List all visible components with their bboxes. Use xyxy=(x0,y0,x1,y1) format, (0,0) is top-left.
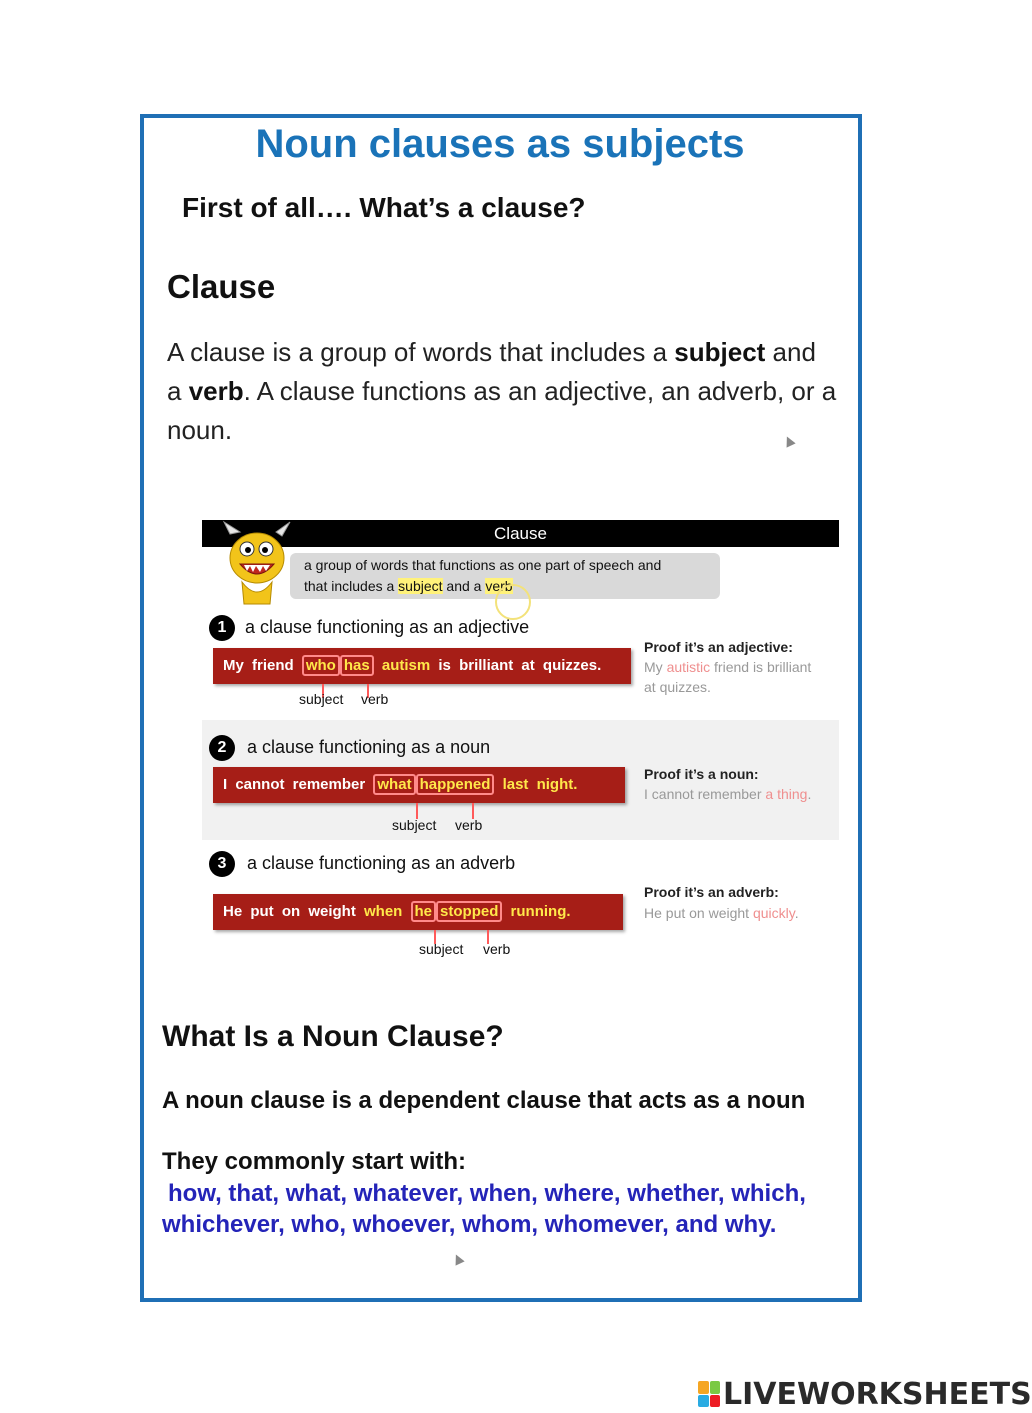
proof-adjective-text: My autistic friend is brilliant at quizzes. xyxy=(644,659,812,695)
verb-label: verb xyxy=(361,691,389,707)
intro-question: First of all…. What’s a clause? xyxy=(182,192,586,223)
section-number-1: 1 xyxy=(209,615,235,641)
liveworksheets-logo xyxy=(698,1378,1032,1410)
clause-slide-image xyxy=(202,520,839,965)
noun-example-sentence: I cannot remember what happened last night. xyxy=(213,767,625,803)
verb-label: verb xyxy=(455,817,483,833)
noun-clause-heading: What Is a Noun Clause? xyxy=(162,1020,504,1053)
page-title: Noun clauses as subjects xyxy=(255,122,745,166)
definition-bubble: a group of words that functions as one part of speech and that includes a subject and a verb xyxy=(290,553,720,599)
clause-definition: A clause is a group of words that includes a subject and a verb. A clause functions as an adjective, an adverb, or a noun. xyxy=(167,337,837,445)
noun-clause-definition: A noun clause is a dependent clause that acts as a noun xyxy=(162,1087,806,1114)
slide-header: Clause xyxy=(202,520,839,547)
section-1-title: a clause functioning as an adjective xyxy=(245,617,530,637)
section-2-title: a clause functioning as a noun xyxy=(247,737,491,757)
logo-icon xyxy=(698,1381,720,1407)
section-number-3: 3 xyxy=(209,851,235,877)
proof-noun-heading: Proof it’s a noun: xyxy=(644,766,759,782)
subject-label: subject xyxy=(299,691,344,707)
clause-heading: Clause xyxy=(167,268,276,305)
proof-adverb-text: He put on weight quickly. xyxy=(644,905,799,921)
logo-text: LIVEWORKSHEETS xyxy=(723,1376,1032,1412)
section-3-title: a clause functioning as an adverb xyxy=(247,853,516,873)
start-words-list: how, that, what, whatever, when, where, whether, which, whichever, who, whoever, whom, whomever, and why. xyxy=(162,1180,806,1238)
start-with-label: They commonly start with: xyxy=(162,1148,467,1175)
verb-label: verb xyxy=(483,941,511,957)
monster-mascot-icon xyxy=(220,522,294,604)
section-number-2: 2 xyxy=(209,735,235,761)
subject-label: subject xyxy=(392,817,437,833)
proof-adverb-heading: Proof it’s an adverb: xyxy=(644,884,779,900)
adverb-example-sentence: He put on weight when he stopped running. xyxy=(213,894,623,930)
proof-adjective-heading: Proof it’s an adjective: xyxy=(644,639,793,655)
adjective-example-sentence: My friend who has autism is brilliant at quizzes. xyxy=(213,648,631,684)
subject-label: subject xyxy=(419,941,464,957)
proof-noun-text: I cannot remember a thing. xyxy=(644,786,812,802)
